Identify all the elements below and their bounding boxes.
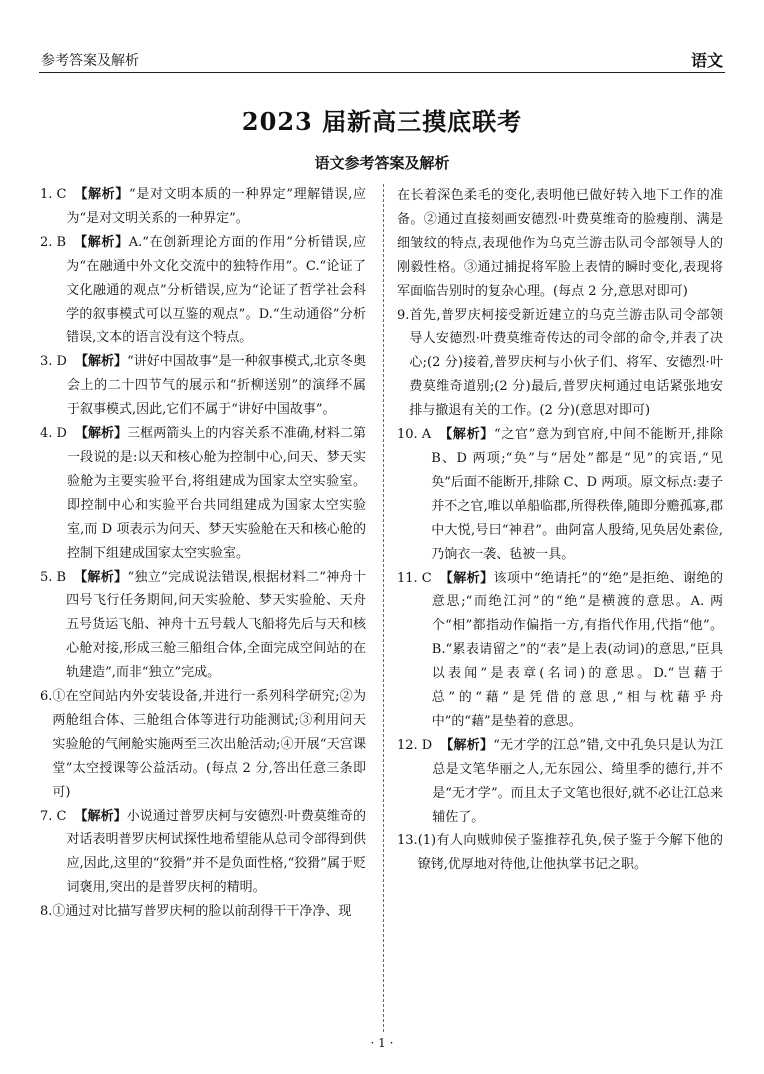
answer-text: 小说通过普罗庆柯与安德烈·叶费莫维奇的对话表明普罗庆柯试探性地希望能从总司令部得到供应,因此,这里的“狡猾”并不是负面性格,“狡猾”属于贬词褒用,突出的是普罗庆柯的精明。 xyxy=(66,808,366,896)
answer-text: 该项中“绝请托”的“绝”是拒绝、谢绝的意思;“而绝江河”的“绝”是横渡的意思。A. 两个“相”都指动作偏指一方,有指代作用,代指“他”。B.“累表请留之”的“表”是上表(动词)的意思,“臣具以表闻”是表章(名词)的意思。D.“岂藉于总”的“藉”是凭借的意思,“相与枕藉乎舟中”的“藉”是垫着的意思。 xyxy=(431,570,723,729)
answer-number: 5. B xyxy=(40,569,67,585)
answer-item xyxy=(40,566,366,686)
answer-item xyxy=(397,829,723,877)
answer-number: 2. B xyxy=(40,234,67,250)
answer-number: 1. C xyxy=(40,187,67,202)
answer-body xyxy=(52,685,366,805)
answer-body xyxy=(67,350,366,422)
answer-text: “讲好中国故事”是一种叙事模式,北京冬奥会上的二十四节气的展示和“折柳送别”的演绎不属于叙事模式,因此,它们不属于“讲好中国故事”。 xyxy=(66,354,366,418)
answer-text: “是对文明本质的一种界定”理解错误,应为“是对文明关系的一种界定”。 xyxy=(66,187,366,226)
answer-number: 4. D xyxy=(40,426,67,442)
answer-text: ①在空间站内外安装设备,并进行一系列科学研究;②为两舱组合体、三舱组合体等进行功能测试;③利用问天实验舱的气闸舱实施两至三次出舱活动;④开展“天宫课堂”太空授课等公益活动。(每点 2 分,答出任意三条即可) xyxy=(52,689,366,800)
answer-item xyxy=(397,423,723,566)
answer-item xyxy=(40,231,366,351)
answer-item xyxy=(397,734,723,830)
answer-body xyxy=(66,231,366,351)
answer-body xyxy=(67,422,366,565)
left-column xyxy=(40,183,366,924)
answer-number: 6. xyxy=(40,689,53,705)
answer-body xyxy=(66,183,366,231)
answer-8-continuation: 在长着深色柔毛的变化,表明他已做好转入地下工作的准备。②通过直接刻画安德烈·叶费莫维奇的脸瘦削、满是细皱纹的特点,表现他作为乌克兰游击队司令部领导人的刚毅性格。③通过捕捉将军脸上表情的瞬时变化,表现将军面临告别时的复杂心理。(每点 2 分,意思对即可) xyxy=(397,188,723,299)
answer-item xyxy=(40,685,366,805)
answer-body xyxy=(52,900,366,924)
answer-body xyxy=(409,304,723,424)
answer-text: “无才学的江总”错,文中孔奂只是认为江总是文笔华丽之人,无东园公、绮里季的德行,并不是“无才学”。而且太子文笔也很好,就不必让江总来辅佐了。 xyxy=(432,737,723,825)
analysis-tag: 【解析】 xyxy=(74,808,127,824)
answer-number: 11. C xyxy=(397,570,432,586)
analysis-tag: 【解析】 xyxy=(74,426,128,442)
answer-item xyxy=(40,350,366,422)
answer-body xyxy=(66,805,366,901)
answer-item xyxy=(40,805,366,901)
answer-body xyxy=(431,423,723,566)
analysis-tag: 【解析】 xyxy=(74,569,128,585)
answer-item xyxy=(397,304,723,424)
answer-item xyxy=(40,900,366,924)
right-column-answers xyxy=(397,304,723,878)
analysis-tag: 【解析】 xyxy=(439,427,494,443)
header-subject-label: 语文 xyxy=(690,51,723,70)
answer-text: “独立”完成说法错误,根据材料二“神舟十四号飞行任务期间,问天实验舱、梦天实验舱、天舟五号货运飞船、神舟十五号载人飞船将先后与天和核心舱对接,形成三舱三船组合体,全面完成空间站的在轨建造”,而非“独立”完成。 xyxy=(66,569,366,681)
answer-text: 首先,普罗庆柯接受新近建立的乌克兰游击队司令部领导人安德烈·叶费莫维奇传达的司令部的命令,并表了决心;(2 分)接着,普罗庆柯与小伙子们、将军、安德烈·叶费莫维奇道别;(2 分)最后,普罗庆柯通过电话紧张地安排与撤退有关的工作。(2 分)(意思对即可) xyxy=(409,307,723,419)
answer-text: “之官”意为到官府,中间不能断开,排除 B、D 两项;“奂”与“居处”都是“见”的宾语,“见奂”后面不能断开,排除 C、D 两项。原文标点:妻子并不之官,唯以单船临郡,所得秩俸,随即分赡孤寡,郡中大悦,号曰“神君”。曲阿富人殷绮,见奂居处素俭,乃饷衣一袭、毡被一具。 xyxy=(431,427,723,562)
analysis-tag: 【解析】 xyxy=(440,737,494,753)
right-column xyxy=(397,184,723,877)
header-section-label: 参考答案及解析 xyxy=(41,53,139,69)
answer-text: ①通过对比描写普罗庆柯的脸以前刮得干干净净、现 xyxy=(52,904,352,920)
analysis-tag: 【解析】 xyxy=(439,570,494,586)
answer-body xyxy=(66,566,366,686)
answer-subtitle: 语文参考答案及解析 xyxy=(314,154,450,172)
answer-body xyxy=(418,829,723,877)
answer-text: (1)有人向贼帅侯子鉴推荐孔奂,侯子鉴于今解下他的镣铐,优厚地对待他,让他执掌书记之职。 xyxy=(417,833,723,873)
answer-text: A.“在创新理论方面的作用”分析错误,应为“在融通中外文化交流中的独特作用”。C.“论证了文化融通的观点”分析错误,应为“论证了哲学社会科学的叙事模式可以互鉴的观点”。D.“生动通俗”分析错误,文本的语言没有这个特点。 xyxy=(66,234,366,346)
answer-number: 3. D xyxy=(40,354,67,370)
analysis-tag: 【解析】 xyxy=(74,187,130,202)
page-header xyxy=(39,46,725,73)
answer-item xyxy=(397,567,723,734)
answer-body xyxy=(432,567,723,734)
answer-item xyxy=(40,422,366,565)
answer-number: 12. D xyxy=(397,737,433,753)
exam-title: 2023 届新高三摸底联考 xyxy=(241,107,523,136)
page-number: · 1 · xyxy=(370,1036,394,1050)
answer-text: 三框两箭头上的内容关系不准确,材料二第一段说的是:以天和核心舱为控制中心,问天、梦天实验舱为主要实验平台,将组建成为国家太空实验室。即控制中心和实验平台共同组建成为国家太空实验室,而 D 项表示为问天、梦天实验舱在天和核心舱的控制下组建成国家太空实验室。 xyxy=(66,426,366,561)
analysis-tag: 【解析】 xyxy=(74,354,128,370)
answer-number: 9. xyxy=(397,307,410,323)
answer-number: 13. xyxy=(397,833,418,849)
answer-item xyxy=(40,183,366,231)
answer-number: 10. A xyxy=(397,427,432,443)
answer-body xyxy=(432,734,723,830)
column-divider xyxy=(383,184,384,1032)
answer-number: 8. xyxy=(40,904,53,920)
analysis-tag: 【解析】 xyxy=(74,234,129,250)
answer-number: 7. C xyxy=(40,808,67,824)
